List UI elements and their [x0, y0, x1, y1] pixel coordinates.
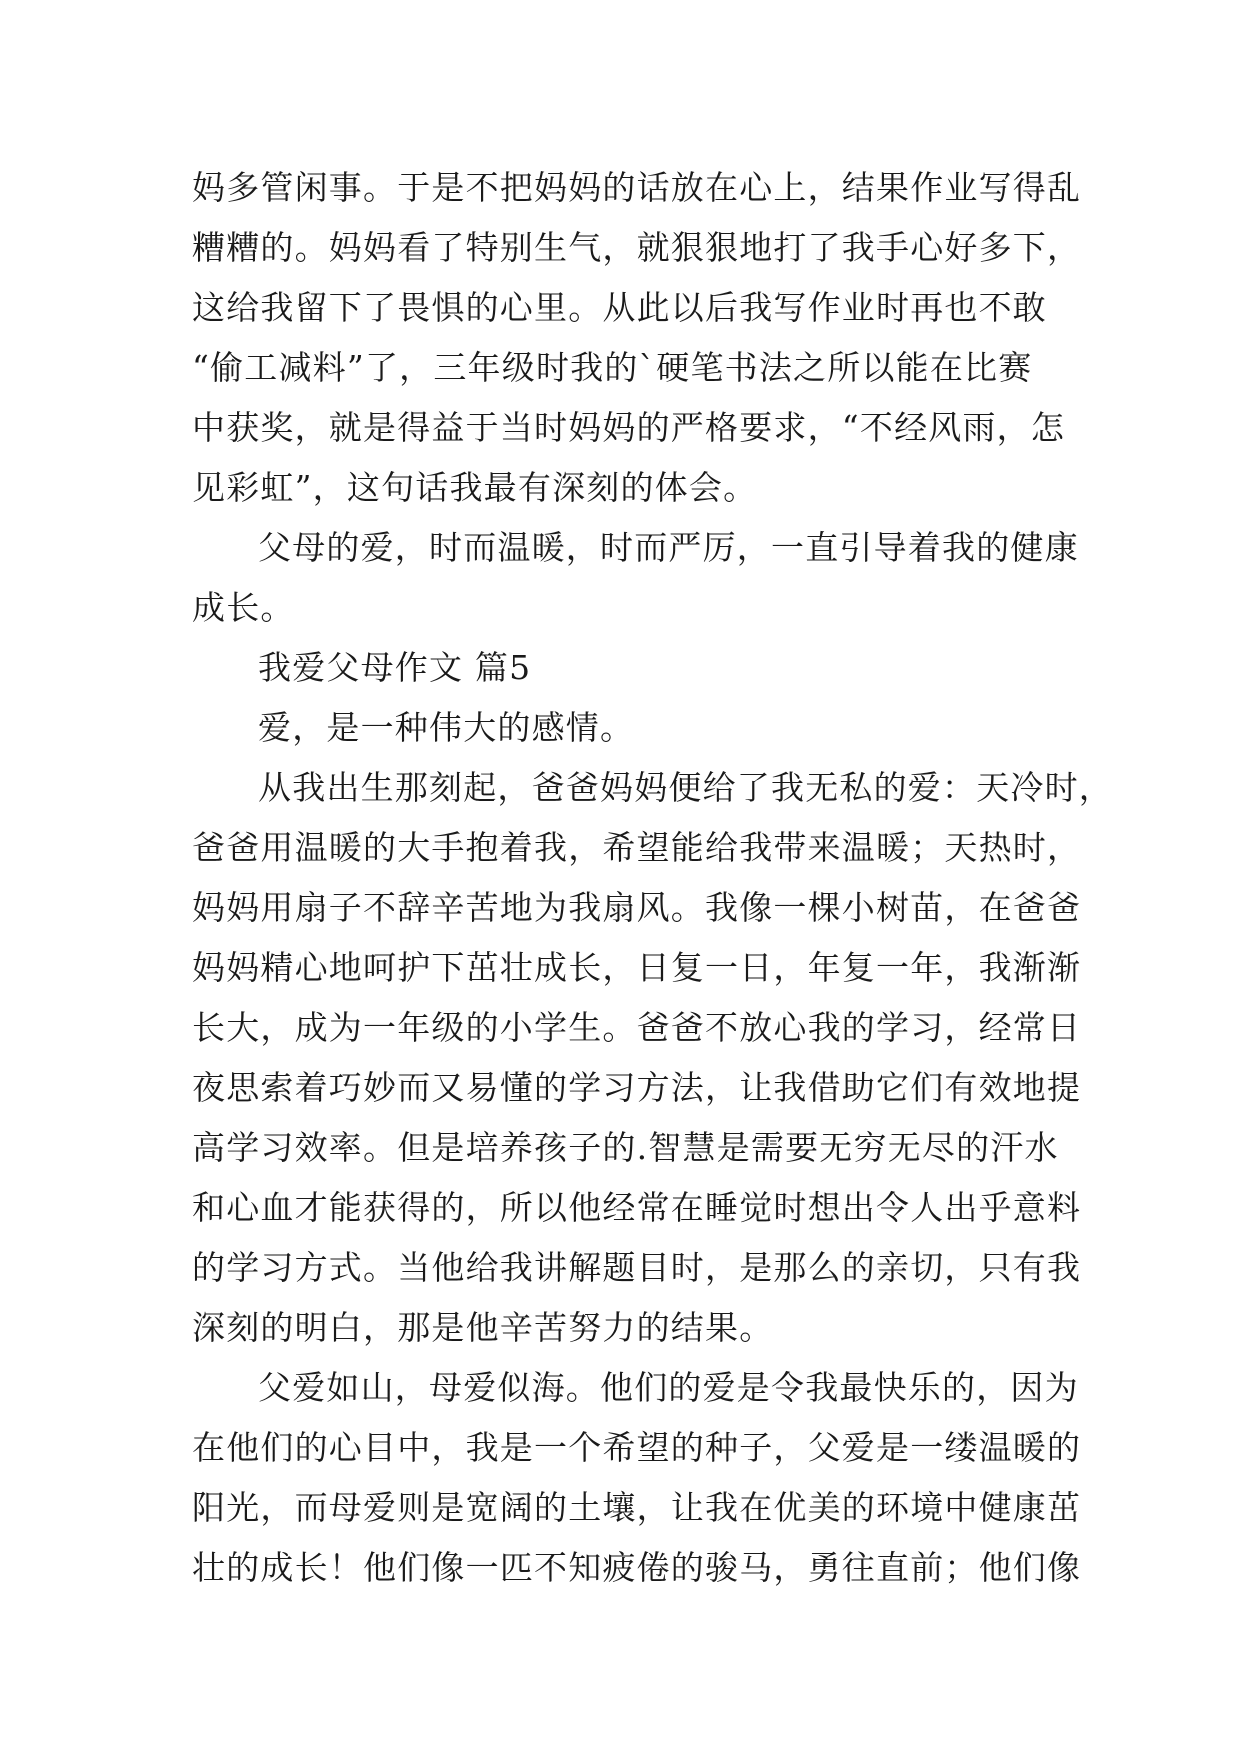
- text-line: 从我出生那刻起，爸爸妈妈便给了我无私的爱：天冷时，: [258, 768, 1113, 807]
- text-line: 高学习效率。但是培养孩子的.智慧是需要无穷无尽的汗水: [192, 1128, 1059, 1167]
- essay-body: [192, 158, 1113, 1598]
- text-line: 父母的爱，时而温暖，时而严厉，一直引导着我的健康: [258, 528, 1079, 567]
- text-line: 妈妈用扇子不辞辛苦地为我扇风。我像一棵小树苗，在爸爸: [192, 888, 1082, 927]
- text-line: 阳光，而母爱则是宽阔的土壤，让我在优美的环境中健康茁: [192, 1488, 1082, 1527]
- text-line: 中获奖，就是得益于当时妈妈的严格要求，“不经风雨，怎: [192, 408, 1066, 447]
- section-heading: 我爱父母作文 篇5: [258, 648, 532, 687]
- text-line: 深刻的明白，那是他辛苦努力的结果。: [192, 1308, 774, 1347]
- text-line: 妈多管闲事。于是不把妈妈的话放在心上，结果作业写得乱: [192, 168, 1082, 207]
- text-line: 这给我留下了畏惧的心里。从此以后我写作业时再也不敢: [192, 288, 1047, 327]
- text-line: 见彩虹”，这句话我最有深刻的体会。: [192, 468, 758, 507]
- text-line: 夜思索着巧妙而又易懂的学习方法，让我借助它们有效地提: [192, 1068, 1082, 1107]
- text-line: 成长。: [192, 588, 295, 627]
- text-line: 妈妈精心地呵护下茁壮成长，日复一日，年复一年，我渐渐: [192, 948, 1082, 987]
- text-line: 糟糟的。妈妈看了特别生气，就狠狠地打了我手心好多下，: [192, 228, 1082, 267]
- text-line: “偷工减料”了，三年级时我的`硬笔书法之所以能在比赛: [192, 348, 1033, 387]
- text-line: 父爱如山，母爱似海。他们的爱是令我最快乐的，因为: [258, 1368, 1079, 1407]
- text-line: 爱，是一种伟大的感情。: [258, 708, 635, 747]
- text-line: 长大，成为一年级的小学生。爸爸不放心我的学习，经常日: [192, 1008, 1082, 1047]
- text-line: 的学习方式。当他给我讲解题目时，是那么的亲切，只有我: [192, 1248, 1082, 1287]
- text-line: 壮的成长！他们像一匹不知疲倦的骏马，勇往直前；他们像: [192, 1548, 1082, 1587]
- text-line: 和心血才能获得的，所以他经常在睡觉时想出令人出乎意料: [192, 1188, 1082, 1227]
- text-line: 在他们的心目中，我是一个希望的种子，父爱是一缕温暖的: [192, 1428, 1082, 1467]
- text-line: 爸爸用温暖的大手抱着我，希望能给我带来温暖；天热时，: [192, 828, 1082, 867]
